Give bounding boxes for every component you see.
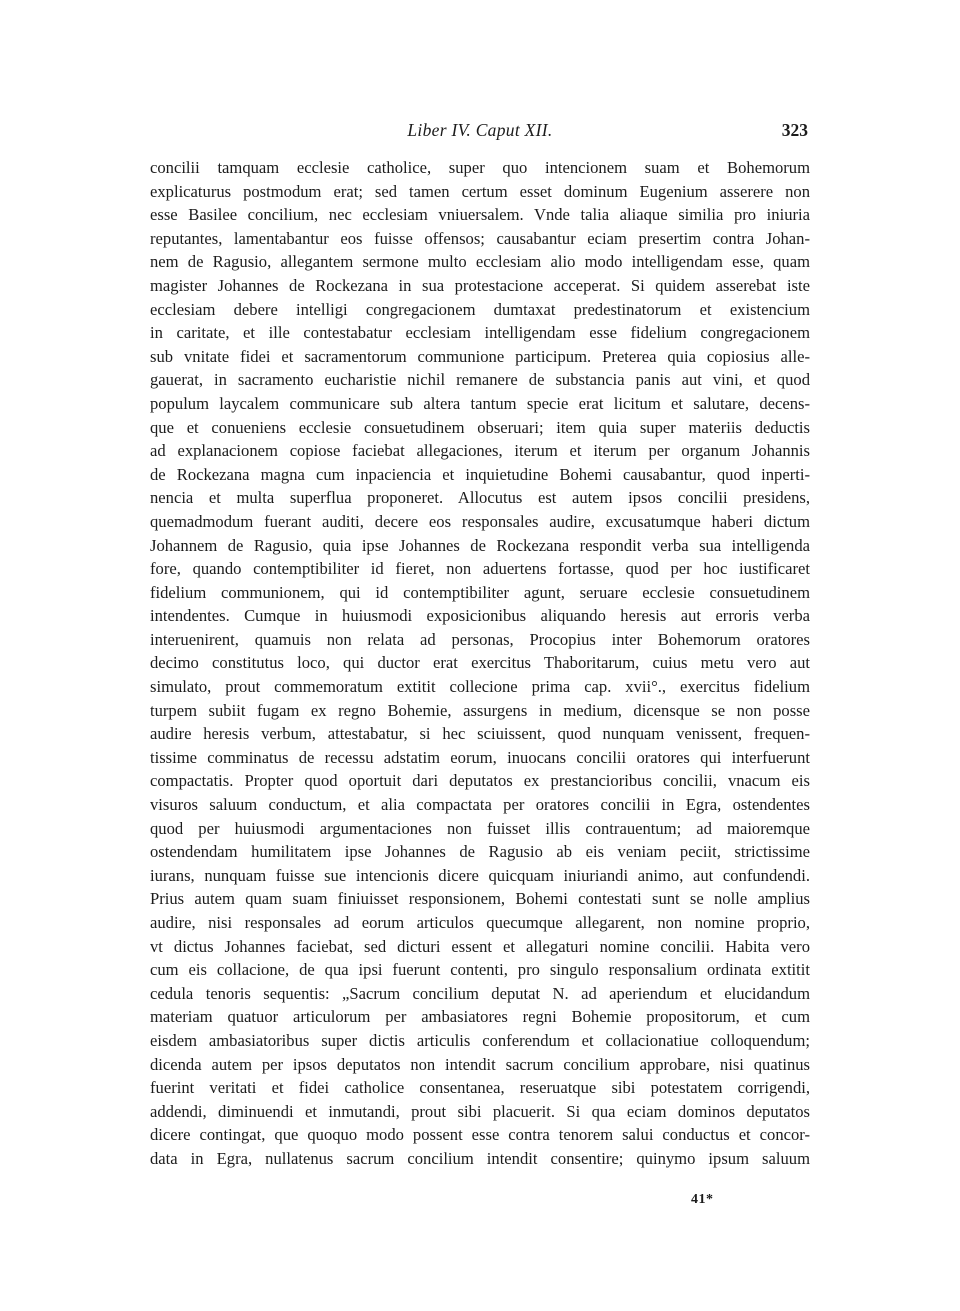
text-line: nem de Ragusio, allegantem sermone multo ecclesiam alio modo intelligendam esse, quam bbox=[150, 252, 810, 272]
text-line: concilii tamquam ecclesie catholice, super quo intencionem suam et Bohemorum bbox=[150, 158, 810, 177]
text-line: explicaturus postmodum erat; sed tamen certum esset dominum Eugenium asserere non bbox=[150, 181, 810, 201]
text-line: sub vnitate fidei et sacramentorum communione participum. Preterea quia copiosius alle- bbox=[150, 346, 810, 366]
text-line: materiam quatuor articulorum per ambasiatores regni Bohemie propositorum, et cum bbox=[150, 1007, 810, 1027]
text-line: quod per huiusmodi argumentaciones non fuisset illis contrauentum; ad maioremque bbox=[150, 818, 810, 838]
page-header bbox=[150, 116, 810, 144]
text-line: populum laycalem communicare sub altera tantum specie erat licitum et salutare, decens- bbox=[150, 393, 810, 413]
text-line: tissime comminatus de recessu adstatim eorum, inuocans concilii oratores qui interfuerunt bbox=[150, 747, 810, 767]
text-line: reputantes, lamentabantur eos fuisse offensos; causabantur eciam presertim contra Johan- bbox=[150, 228, 810, 248]
text-line: dicere contingat, que quoquo modo possent esse contra tenorem salui conductus et concor- bbox=[150, 1125, 810, 1145]
text-line: fuerint veritati et fidei catholice consentanea, reseruatque sibi potestatem corrigendi, bbox=[150, 1078, 810, 1098]
text-line: Prius autem quam suam finiuisset responsionem, Bohemi contestati sunt se nolle amplius bbox=[150, 889, 810, 909]
text-line: in caritate, et ille contestabatur ecclesiam intelligendam esse fidelium congregacionem bbox=[150, 323, 810, 343]
text-line: data in Egra, nullatenus sacrum concilium intendit consentire; quinymo ipsum saluum bbox=[150, 1148, 810, 1168]
running-title: Liber IV. Caput XII. bbox=[407, 120, 553, 140]
text-line: simulato, prout commemoratum extitit collecione prima cap. xvii°., exercitus fidelium bbox=[150, 677, 810, 697]
text-line: interuenirent, quamuis non relata ad personas, Procopius inter Bohemorum oratores bbox=[150, 629, 810, 649]
text-line: nencia et multa superflua proponeret. Allocutus est autem ipsos concilii presidens, bbox=[150, 488, 810, 508]
text-line: ecclesiam debere intelligi congregacionem dumtaxat predestinatorum et existencium bbox=[150, 299, 810, 319]
text-line: audire heresis verbum, attestabatur, si hec sciuissent, quod nunquam venissent, frequen- bbox=[150, 724, 810, 744]
text-line: audire, nisi responsales ad eorum articulos quecumque allegarent, non nomine proprio, bbox=[150, 913, 810, 932]
text-line: quemadmodum fuerant auditi, decere eos responsales audire, excusatumque haberi dictum bbox=[150, 511, 810, 531]
text-line: de Rockezana magna cum inpaciencia et inquietudine Bohemi causabantur, quod inperti- bbox=[150, 464, 810, 484]
text-line: iurans, nunquam fuisse sue intencionis dicere quicquam iniuriandi animo, aut confundendi. bbox=[150, 865, 810, 885]
text-line: visuros saluum conductum, et alia compactata per oratores concilii in Egra, ostendentes bbox=[150, 795, 810, 815]
text-line: esse Basilee concilium, nec ecclesiam vniuersalem. Vnde talia aliaque similia pro iniuria bbox=[150, 205, 810, 225]
text-line: ostendendam humilitatem ipse Johannes de Ragusio ab eis veniam peciit, strictissime bbox=[150, 842, 810, 862]
text-line: vt dictus Johannes faciebat, sed dicturi essent et allegaturi nomine concilii. Habita vero bbox=[150, 936, 810, 956]
text-line: ad explanacionem copiose faciebat allegaciones, iterum et iterum per organum Johannis bbox=[150, 441, 810, 461]
text-line: addendi, diminuendi et inmutandi, prout sibi placuerit. Si qua eciam dominos deputatos bbox=[150, 1101, 810, 1121]
text-line: magister Johannes de Rockezana in sua protestacione acceperat. Si quidem asserebat iste bbox=[150, 275, 810, 295]
text-line: dicenda autem per ipsos deputatos non intendit sacrum concilium approbare, nisi quatinus bbox=[150, 1054, 810, 1074]
text-line: gauerat, in sacramento eucharistie nichil remanere de substancia panis aut vini, et quod bbox=[150, 370, 810, 390]
text-line: eisdem ambasiatoribus super dictis articulis conferendum et collacionatiue colloquendum; bbox=[150, 1030, 810, 1050]
text-line: fidelium communionem, qui id contemptibiliter agunt, seruare ecclesie consuetudinem bbox=[150, 582, 810, 602]
signature-mark: 41* bbox=[691, 1192, 714, 1207]
body-text bbox=[150, 156, 810, 1171]
text-line: compactatis. Propter quod oportuit dari deputatos ex prestancioribus concilii, vnacum eis bbox=[150, 771, 810, 791]
page-number: 323 bbox=[781, 120, 808, 140]
text-line: turpem subiit fugam ex regno Bohemie, assurgens in medium, dicensque se non posse bbox=[150, 700, 810, 720]
text-line: que et conueniens ecclesie consuetudinem obseruari; item quia super materiis deductis bbox=[150, 417, 810, 437]
text-line: cedula tenoris sequentis: „Sacrum concilium deputat N. ad aperiendum et elucidandum bbox=[150, 983, 810, 1003]
book-page bbox=[150, 0, 810, 1311]
text-line: intendentes. Cumque in huiusmodi exposicionibus aliquando heresis aut erroris verba bbox=[150, 606, 810, 626]
text-line: fore, quando contemptibiliter id fieret, non aduertens fortasse, quod per hoc iustificaret bbox=[150, 559, 810, 579]
text-line: Johannem de Ragusio, quia ipse Johannes de Rockezana respondit verba sua intelligenda bbox=[150, 535, 810, 555]
text-line: cum eis collacione, de qua ipsi fuerunt contenti, pro singulo responsalium ordinata extitit bbox=[150, 960, 810, 980]
text-line: decimo constitutus loco, qui ductor erat exercitus Thaboritarum, cuius metu vero aut bbox=[150, 653, 810, 673]
